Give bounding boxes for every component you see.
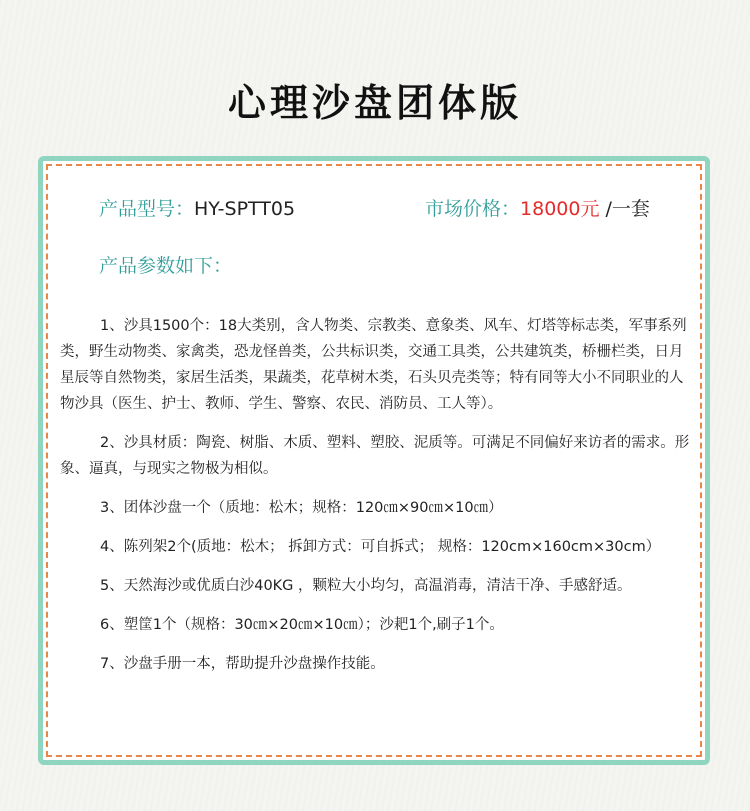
model-price-row	[99, 195, 659, 223]
page-title: 心理沙盘团体版	[227, 81, 522, 125]
param-item: 2、沙具材质：陶瓷、树脂、木质、塑料、塑胶、泥质等。可满足不同偏好来访者的需求。形象、逼真，与现实之物极为相似。	[60, 435, 690, 477]
param-item: 6、塑筐1个（规格：30㎝×20㎝×10㎝）；沙耙1个,刷子1个。	[100, 617, 504, 633]
price-value: 18000元	[520, 198, 600, 220]
price-block	[425, 195, 650, 223]
product-card	[38, 156, 710, 765]
param-item: 4、陈列架2个(质地：松木； 拆卸方式：可自拆式； 规格：120cm×160cm×30cm）	[100, 539, 661, 555]
model-label: 产品型号：	[99, 198, 195, 220]
params-heading: 产品参数如下：	[99, 255, 233, 277]
param-item: 5、天然海沙或优质白沙40KG ，颗粒大小均匀，高温消毒，清洁干净、手感舒适。	[100, 578, 632, 594]
price-unit: /一套	[605, 198, 650, 220]
param-item: 7、沙盘手册一本，帮助提升沙盘操作技能。	[100, 656, 385, 672]
params-list	[60, 313, 694, 690]
param-item: 1、沙具1500个：18大类别，含人物类、宗教类、意象类、风车、灯塔等标志类，军事系列类，野生动物类、家禽类，恐龙怪兽类，公共标识类，交通工具类，公共建筑类，桥栅栏类，日月星辰等自然物类，家居生活类，果蔬类，花草树木类，石头贝壳类等；特有同等大小不同职业的人物沙具（医生、护士、教师、学生、警察、农民、消防员、工人等）。	[60, 318, 687, 412]
model-value: HY-SPTT05	[194, 198, 296, 220]
param-item: 3、团体沙盘一个（质地：松木；规格：120㎝×90㎝×10㎝）	[100, 500, 503, 516]
price-label: 市场价格：	[425, 198, 521, 220]
